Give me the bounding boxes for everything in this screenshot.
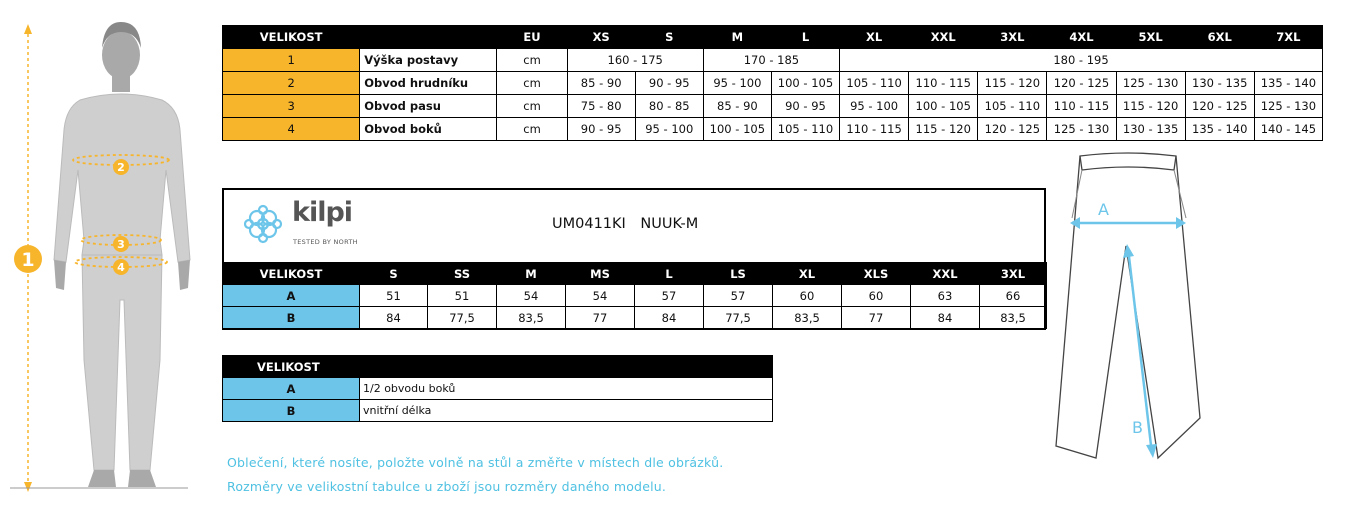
value-cell: 110 - 115 [909, 72, 978, 95]
header-cell [360, 26, 497, 49]
header-cell: VELIKOST [223, 263, 360, 285]
header-cell: XXL [911, 263, 980, 285]
value-cell: 105 - 110 [978, 95, 1047, 118]
value-cell: 57 [704, 285, 773, 307]
value-cell: 85 - 90 [567, 72, 635, 95]
hips-marker-label: 4 [117, 261, 125, 274]
header-cell: L [771, 26, 839, 49]
value-cell: 90 - 95 [567, 118, 635, 141]
value-cell: 115 - 120 [909, 118, 978, 141]
row-label: Obvod hrudníku [360, 72, 497, 95]
header-cell: 6XL [1185, 26, 1254, 49]
row-label: Obvod pasu [360, 95, 497, 118]
table-header-row [223, 26, 1323, 49]
value-cell: 83,5 [497, 307, 566, 329]
value-cell: 90 - 95 [771, 95, 839, 118]
row-label: A [223, 285, 360, 307]
body-size-table [222, 25, 1323, 141]
header-cell: S [635, 26, 703, 49]
row-label: B [223, 307, 360, 329]
value-cell: 54 [497, 285, 566, 307]
table-row [223, 49, 1323, 72]
value-cell: 51 [428, 285, 497, 307]
value-cell: 84 [635, 307, 704, 329]
row-number: 3 [223, 95, 360, 118]
value-cell: 140 - 145 [1254, 118, 1322, 141]
header-cell: 7XL [1254, 26, 1322, 49]
value-cell: 130 - 135 [1185, 72, 1254, 95]
value-cell: 100 - 105 [771, 72, 839, 95]
value-cell: 125 - 130 [1254, 95, 1322, 118]
unit-cell: cm [497, 49, 567, 72]
product-code [552, 216, 698, 232]
chest-marker-label: 2 [117, 161, 125, 174]
measuring-note: Oblečení, které nosíte, položte volně na stůl a změřte v místech dle obrázků. [227, 455, 724, 470]
header-cell: L [635, 263, 704, 285]
header-cell: M [703, 26, 771, 49]
header-cell: VELIKOST [223, 26, 360, 49]
value-cell: 54 [566, 285, 635, 307]
value-cell: 130 - 135 [1116, 118, 1185, 141]
product-measure-table [222, 262, 1047, 329]
table-header-row [223, 263, 1047, 285]
value-cell: 125 - 130 [1047, 118, 1116, 141]
pants-marker-b: B [1132, 418, 1143, 437]
brand-name: kilpi [292, 197, 353, 228]
table-header-row [223, 356, 773, 378]
value-cell: 84 [911, 307, 980, 329]
value-cell: 95 - 100 [840, 95, 909, 118]
row-description: 1/2 obvodu boků [360, 378, 773, 400]
header-cell: 3XL [978, 26, 1047, 49]
value-cell: 110 - 115 [1047, 95, 1116, 118]
value-cell: 83,5 [980, 307, 1047, 329]
value-cell: 84 [360, 307, 428, 329]
value-cell: 77 [842, 307, 911, 329]
value-cell: 120 - 125 [1047, 72, 1116, 95]
value-cell: 75 - 80 [567, 95, 635, 118]
brand-tagline: TESTED BY NORTH [293, 238, 358, 246]
header-cell: 3XL [980, 263, 1047, 285]
model-size-note: Rozměry ve velikostní tabulce u zboží jsou rozměry daného modelu. [227, 479, 667, 494]
header-cell: 4XL [1047, 26, 1116, 49]
value-cell: 120 - 125 [978, 118, 1047, 141]
value-cell: 105 - 110 [840, 72, 909, 95]
header-cell: SS [428, 263, 497, 285]
row-label: B [223, 400, 360, 422]
header-cell: S [360, 263, 428, 285]
table-row [223, 72, 1323, 95]
value-cell: 125 - 130 [1116, 72, 1185, 95]
table-row [223, 95, 1323, 118]
table-row [223, 307, 1047, 329]
value-cell: 160 - 175 [567, 49, 703, 72]
value-cell: 180 - 195 [840, 49, 1323, 72]
table-row [223, 378, 773, 400]
value-cell: 115 - 120 [1116, 95, 1185, 118]
value-cell: 115 - 120 [978, 72, 1047, 95]
row-number: 1 [223, 49, 360, 72]
product-name: NUUK-M [640, 216, 699, 232]
header-cell: VELIKOST [223, 356, 773, 378]
value-cell: 60 [773, 285, 842, 307]
header-cell: MS [566, 263, 635, 285]
value-cell: 110 - 115 [840, 118, 909, 141]
row-description: vnitřní délka [360, 400, 773, 422]
header-cell: M [497, 263, 566, 285]
value-cell: 63 [911, 285, 980, 307]
header-cell: XL [773, 263, 842, 285]
row-label: A [223, 378, 360, 400]
table-row [223, 400, 773, 422]
header-cell: EU [497, 26, 567, 49]
value-cell: 95 - 100 [703, 72, 771, 95]
height-marker-label: 1 [21, 249, 35, 271]
row-label: Obvod boků [360, 118, 497, 141]
value-cell: 77,5 [704, 307, 773, 329]
header-cell: 5XL [1116, 26, 1185, 49]
value-cell: 85 - 90 [703, 95, 771, 118]
human-figure-illustration [0, 0, 200, 507]
measure-legend-table [222, 355, 773, 422]
value-cell: 100 - 105 [909, 95, 978, 118]
header-cell: XL [840, 26, 909, 49]
unit-cell: cm [497, 118, 567, 141]
table-row [223, 118, 1323, 141]
waist-marker-label: 3 [117, 238, 125, 251]
value-cell: 51 [360, 285, 428, 307]
product-code-value: UM0411KI [552, 216, 626, 232]
value-cell: 120 - 125 [1185, 95, 1254, 118]
header-cell: XXL [909, 26, 978, 49]
pants-marker-a: A [1098, 200, 1109, 219]
value-cell: 105 - 110 [771, 118, 839, 141]
value-cell: 135 - 140 [1254, 72, 1322, 95]
header-cell: XS [567, 26, 635, 49]
value-cell: 77 [566, 307, 635, 329]
value-cell: 77,5 [428, 307, 497, 329]
value-cell: 95 - 100 [635, 118, 703, 141]
value-cell: 66 [980, 285, 1047, 307]
unit-cell: cm [497, 95, 567, 118]
header-cell: LS [704, 263, 773, 285]
row-label: Výška postavy [360, 49, 497, 72]
value-cell: 80 - 85 [635, 95, 703, 118]
value-cell: 57 [635, 285, 704, 307]
value-cell: 170 - 185 [703, 49, 839, 72]
table-row [223, 285, 1047, 307]
unit-cell: cm [497, 72, 567, 95]
value-cell: 60 [842, 285, 911, 307]
value-cell: 100 - 105 [703, 118, 771, 141]
value-cell: 90 - 95 [635, 72, 703, 95]
value-cell: 135 - 140 [1185, 118, 1254, 141]
pants-illustration [1048, 148, 1208, 468]
row-number: 4 [223, 118, 360, 141]
row-number: 2 [223, 72, 360, 95]
header-cell: XLS [842, 263, 911, 285]
value-cell: 83,5 [773, 307, 842, 329]
